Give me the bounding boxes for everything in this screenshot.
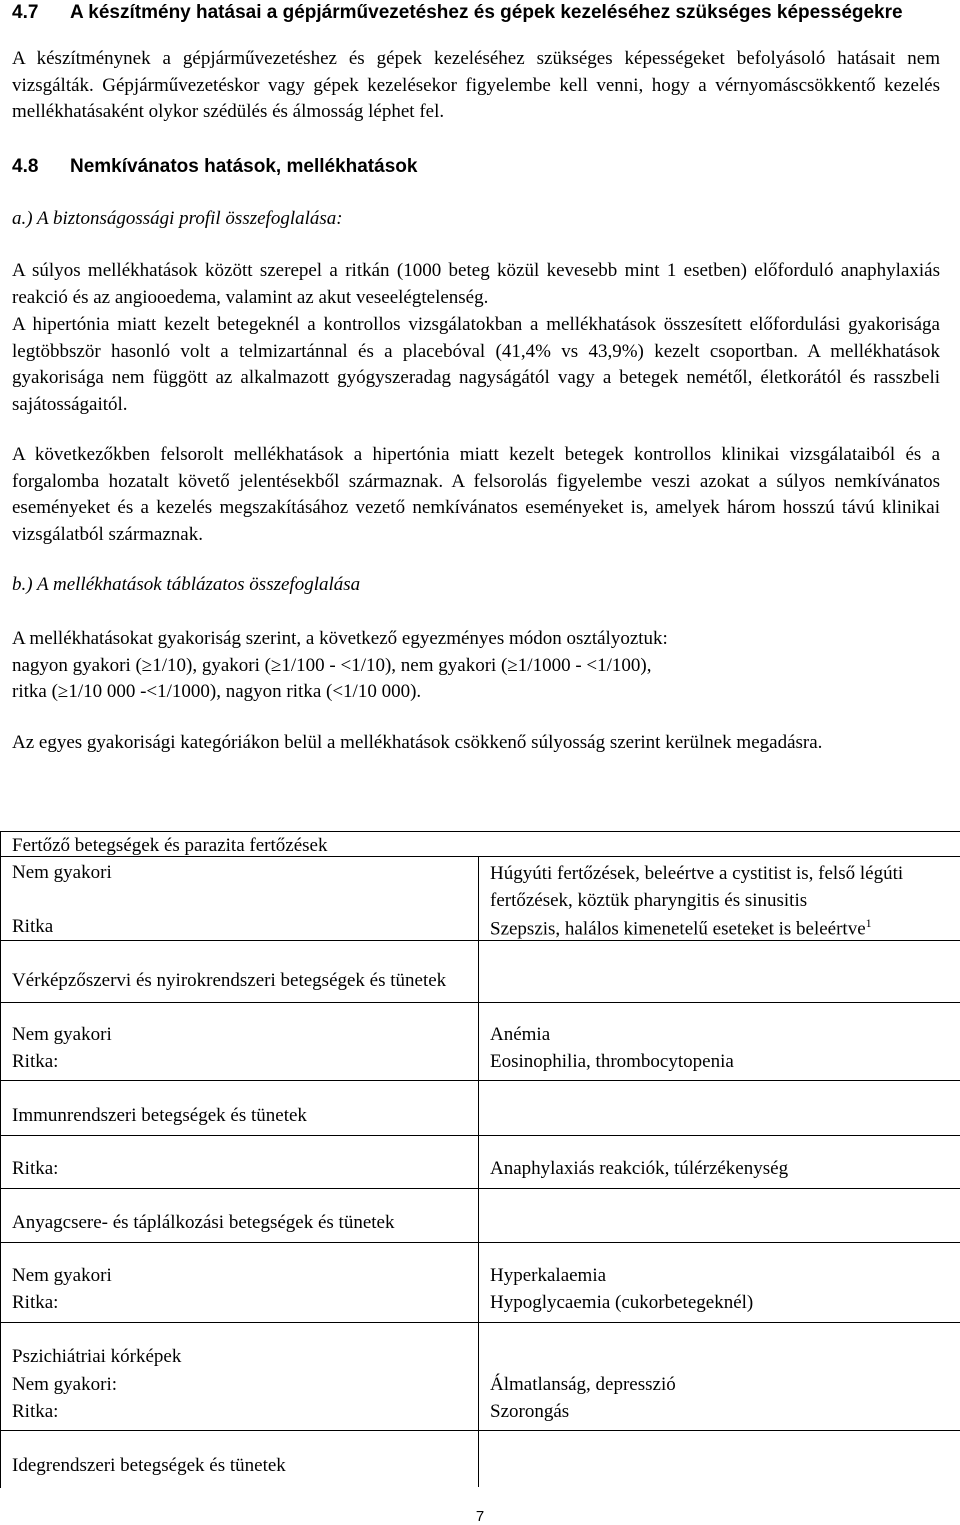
footnote-marker: 1: [865, 916, 872, 930]
adverse-reaction-text: Szepszis, halálos kimenetelű eseteket is beleértve: [490, 918, 866, 940]
soc-heading-metabolism: Anyagcsere- és táplálkozási betegségek és tünetek: [12, 1212, 395, 1233]
table-rule: [0, 1322, 960, 1323]
section-heading-4-8: [12, 156, 417, 178]
table-rule: [0, 1002, 960, 1003]
section-number: 4.8: [12, 156, 39, 177]
table-column-divider: [478, 856, 479, 1487]
frequency-label-rare: Ritka:: [12, 1401, 59, 1422]
frequency-label-uncommon: Nem gyakori: [12, 1265, 112, 1286]
frequency-definitions-line-2: ritka (≥1/10 000 -<1/1000), nagyon ritka (<1/10 000).: [12, 681, 422, 702]
table-rule: [0, 1242, 960, 1243]
paragraph-hypertension-trials: A hipertónia miatt kezelt betegeknél a kontrollos vizsgálatokban a mellékhatások összesített előfordulási gyakorisága legtöbbször hasonló volt a telmizartánnal és a placebóval (41,4% vs 43,9%) kezelt csoportban. A mellékhatások gyakorisága nem függött az alkalmazott gyógyszeradag nagyságától vagy a betegek nemétől, életkorától és rasszbeli sajátosságaitól.: [12, 314, 940, 415]
paragraph-serious-effects: A súlyos mellékhatások között szerepel a ritkán (1000 beteg közül kevesebb mint 1 esetben) előforduló anaphylaxiás reakció és az angiooedema, valamint az akut veseelégtelenség.: [12, 260, 940, 308]
adverse-reaction-value: Álmatlanság, depresszió: [490, 1374, 676, 1395]
table-rule: [0, 1135, 960, 1136]
adverse-reaction-value: Hyperkalaemia: [490, 1265, 607, 1286]
table-rule: [0, 1430, 960, 1431]
adverse-reaction-value: Húgyúti fertőzések, beleértve a cystitist is, felső légúti fertőzések, köztük pharyngitis és sinusitis: [490, 863, 904, 911]
table-rule: [0, 940, 960, 941]
adverse-reaction-value: Anaphylaxiás reakciók, túlérzékenység: [490, 1158, 789, 1179]
section-title: Nemkívánatos hatások, mellékhatások: [70, 156, 418, 177]
frequency-label-rare: Ritka:: [12, 1292, 59, 1313]
paragraph-frequency-intro: [12, 626, 940, 706]
adverse-reaction-value: [490, 916, 872, 940]
soc-heading-infections: Fertőző betegségek és parazita fertőzések: [12, 835, 328, 856]
soc-heading-nervous: Idegrendszeri betegségek és tünetek: [12, 1455, 286, 1476]
frequency-label-uncommon: Nem gyakori: [12, 1024, 112, 1045]
paragraph-source-of-data: A következőkben felsorolt mellékhatások a hipertónia miatt kezelt betegek kontrollos klinikai vizsgálataiból és a forgalomba hozatalt követő jelentésekből származnak. A felsorolás figyelembe veszi azokat a súlyos nemkívánatos eseményeket és a kezelés megszakításához vezető nemkívánatos eseményeket is, amelyek három hosszú távú klinikai vizsgálatból származnak.: [12, 444, 940, 545]
adverse-reaction-value: Szorongás: [490, 1401, 570, 1422]
frequency-label-uncommon: Nem gyakori: [12, 862, 112, 883]
section-heading-4-7: [12, 2, 903, 24]
table-rule: [0, 1080, 960, 1081]
table-rule: [0, 856, 960, 857]
subheading-tabulated-summary: b.) A mellékhatások táblázatos összefoglalása: [12, 574, 361, 595]
soc-heading-immune: Immunrendszeri betegségek és tünetek: [12, 1105, 307, 1126]
table-rule: [0, 1188, 960, 1189]
subheading-safety-profile: a.) A biztonságossági profil összefoglalása:: [12, 208, 343, 229]
frequency-definitions-line-1: nagyon gyakori (≥1/10), gyakori (≥1/100 - <1/10), nem gyakori (≥1/1000 - <1/100),: [12, 654, 652, 676]
adverse-reaction-value: Anémia: [490, 1024, 551, 1045]
frequency-label-rare: Ritka:: [12, 1051, 59, 1072]
paragraph-driving: A készítménynek a gépjárművezetéshez és gépek kezeléséhez szükséges képességeket befolyásoló hatásait nem vizsgálták. Gépjárművezetéskor vagy gépek kezelésekor figyelembe kell venni, hogy a vérnyomáscsökkentő kezelés mellékhatásaként olykor szédülés és álmosság léphet fel.: [12, 48, 940, 122]
frequency-label-rare: Ritka:: [12, 1158, 59, 1179]
soc-heading-blood: Vérképzőszervi és nyirokrendszeri betegségek és tünetek: [12, 970, 447, 991]
page-number: 7: [475, 1508, 485, 1525]
paragraph-ordering-note: Az egyes gyakorisági kategóriákon belül a mellékhatások csökkenő súlyosság szerint kerülnek megadásra.: [12, 732, 823, 753]
frequency-intro-line: A mellékhatásokat gyakoriság szerint, a következő egyezményes módon osztályoztuk:: [12, 628, 668, 649]
soc-heading-psychiatric: Pszichiátriai kórképek: [12, 1346, 182, 1367]
adverse-reaction-value: Eosinophilia, thrombocytopenia: [490, 1051, 734, 1072]
frequency-label-uncommon: Nem gyakori:: [12, 1374, 118, 1395]
frequency-label-rare: Ritka: [12, 916, 54, 937]
section-title: A készítmény hatásai a gépjárművezetéshez és gépek kezeléséhez szükséges képességekre: [70, 2, 903, 23]
section-number: 4.7: [12, 2, 39, 23]
adverse-reaction-value: Hypoglycaemia (cukorbetegeknél): [490, 1292, 754, 1313]
